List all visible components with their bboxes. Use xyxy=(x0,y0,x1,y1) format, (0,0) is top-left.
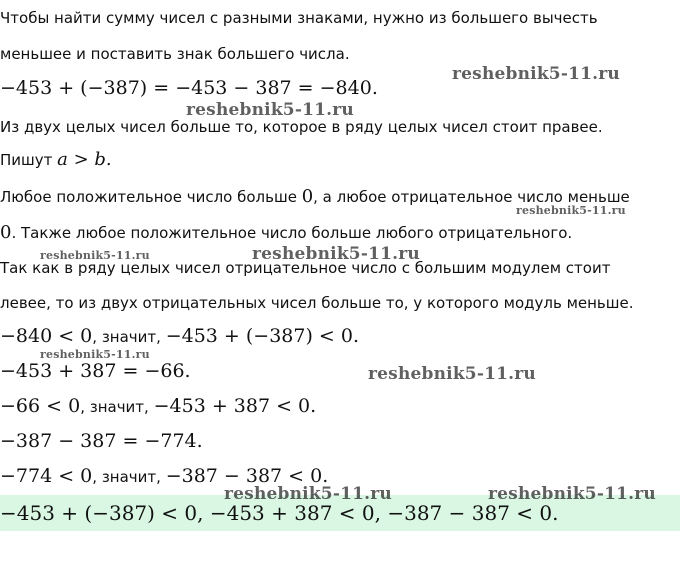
math-line-compare-2 xyxy=(0,396,316,417)
text-line-rule-2: меньшее и поставить знак большего числа. xyxy=(0,45,350,63)
zero-math-2: 0 xyxy=(0,222,12,243)
watermark: reshebnik5-11.ru xyxy=(40,348,150,361)
compare-1-right: −453 + (−387) < 0. xyxy=(165,325,360,347)
watermark: reshebnik5-11.ru xyxy=(252,244,420,264)
watermark: reshebnik5-11.ru xyxy=(186,100,354,120)
compare-1-left: −840 < 0 xyxy=(0,325,93,347)
answer-line: −453 + (−387) < 0, −453 + 387 < 0, −387 − 387 < 0. xyxy=(0,501,559,525)
zero-math: 0 xyxy=(301,186,314,207)
positive-rule-rest: , а любое отрицательное число меньше xyxy=(313,188,630,206)
watermark: reshebnik5-11.ru xyxy=(452,64,620,84)
watermark: reshebnik5-11.ru xyxy=(224,484,392,504)
compare-3-left: −774 < 0 xyxy=(0,465,93,487)
math-line-sum: −453 + (−387) = −453 − 387 = −840. xyxy=(0,77,378,99)
compare-3-text: , значит, xyxy=(92,468,166,486)
compare-2-left: −66 < 0 xyxy=(0,395,81,417)
notation-math: a > b. xyxy=(57,149,112,170)
text-line-negative-rule-2: левее, то из двух отрицательных чисел больше то, у которого модуль меньше. xyxy=(0,294,634,312)
notation-label: Пишут xyxy=(0,151,58,169)
compare-2-text: , значит, xyxy=(80,398,154,416)
text-line-positive-rule-2 xyxy=(0,223,572,243)
text-line-rule-1: Чтобы найти сумму чисел с разными знаками, нужно из большего вычесть xyxy=(0,9,598,27)
compare-2-right: −453 + 387 < 0. xyxy=(153,395,317,417)
math-line-sum-2: −453 + 387 = −66. xyxy=(0,360,191,382)
watermark: reshebnik5-11.ru xyxy=(516,204,626,217)
math-line-sum-3: −387 − 387 = −774. xyxy=(0,430,203,452)
text-line-compare-rule: Из двух целых чисел больше то, которое в ряду целых чисел стоит правее. xyxy=(0,118,603,136)
watermark: reshebnik5-11.ru xyxy=(488,484,656,504)
watermark: reshebnik5-11.ru xyxy=(40,249,150,262)
positive-rule-text-2: . Также любое положительное число больше любого отрицательного. xyxy=(11,224,573,242)
positive-rule-text: Любое положительное число больше xyxy=(0,188,302,206)
text-line-negative-rule-1: Так как в ряду целых чисел отрицательное число с большим модулем стоит xyxy=(0,259,611,277)
compare-3-right: −387 − 387 < 0. xyxy=(165,465,329,487)
watermark: reshebnik5-11.ru xyxy=(368,364,536,384)
compare-1-text: , значит, xyxy=(92,328,166,346)
math-line-compare-1 xyxy=(0,326,359,347)
text-line-notation xyxy=(0,150,112,170)
